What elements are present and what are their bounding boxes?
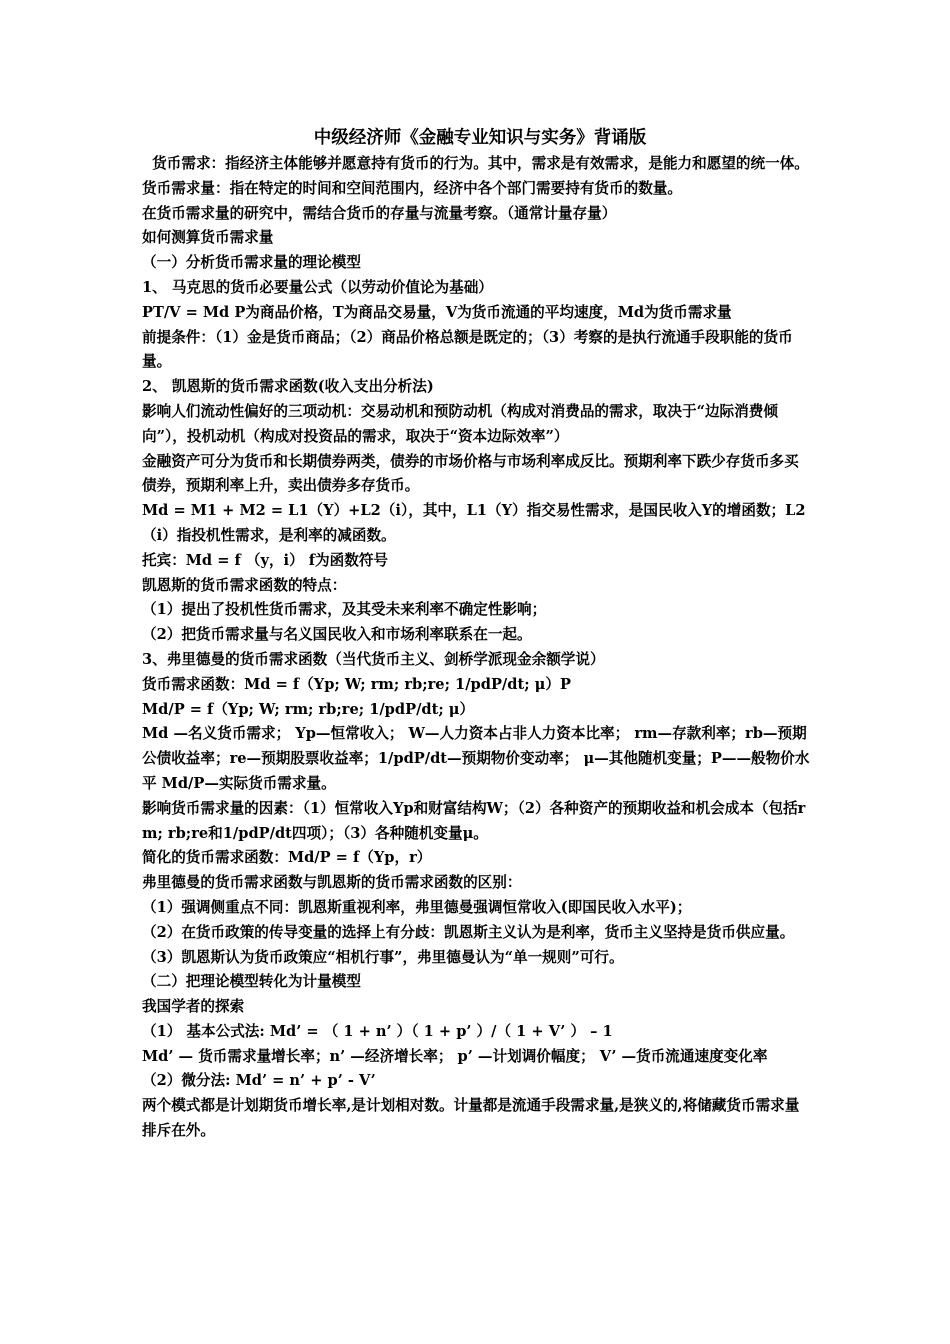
paragraph: 前提条件：（1）金是货币商品；（2）商品价格总额是既定的；（3）考察的是执行流通手段职能的货币量。 (142, 328, 793, 371)
paragraph: 简化的货币需求函数：Md/P = f（Yp，r） (142, 849, 432, 867)
paragraph: 货币需求：指经济主体能够并愿意持有货币的行为。其中，需求是有效需求，是能力和愿望的统一体。 (142, 155, 809, 172)
paragraph: （2）在货币政策的传导变量的选择上有分歧：凯恩斯主义认为是利率，货币主义坚持是货币供应量。 (142, 923, 795, 941)
paragraph: 如何测算货币需求量 (142, 229, 274, 247)
paragraph: 金融资产可分为货币和长期债券两类，债券的市场价格与市场利率成反比。预期利率下跌少存货币多买债券，预期利率上升，卖出债券多存货币。 (142, 452, 799, 495)
paragraph: Md’ — 货币需求量增长率；n’ —经济增长率； p’ —计划调价幅度； V’ —货币流通速度变化率 (142, 1047, 768, 1065)
paragraph: 弗里德曼的货币需求函数与凯恩斯的货币需求函数的区别： (142, 874, 522, 892)
paragraph: 我国学者的探索 (142, 998, 245, 1016)
paragraph: 1、 马克思的货币必要量公式（以劳动价值论为基础） (142, 278, 493, 296)
paragraph: Md/P = f（Yp; W; rm; rb;re; 1/pdP/dt; μ） (142, 700, 475, 718)
paragraph: （二）把理论模型转化为计量模型 (142, 973, 361, 991)
paragraph: 凯恩斯的货币需求函数的特点： (142, 576, 347, 594)
paragraph: （3）凯恩斯认为货币政策应“相机行事”，弗里德曼认为“单一规则”可行。 (142, 948, 624, 966)
paragraph: （1）提出了投机性货币需求，及其受未来利率不确定性影响； (142, 601, 547, 619)
paragraph: 在货币需求量的研究中，需结合货币的存量与流量考察。（通常计量存量） (142, 204, 617, 222)
paragraph: 货币需求函数：Md = f（Yp; W; rm; rb;re; 1/pdP/dt; μ）P (142, 675, 571, 693)
paragraph: （一）分析货币需求量的理论模型 (142, 254, 361, 272)
paragraph: 货币需求量：指在特定的时间和空间范围内，经济中各个部门需要持有货币的数量。 (142, 179, 682, 197)
paragraph: （2）微分法: Md’ = n’ + p’ - V’ (142, 1072, 376, 1090)
paragraph: 2、 凯恩斯的货币需求函数(收入支出分析法) (142, 378, 434, 396)
paragraph: （2）把货币需求量与名义国民收入和市场利率联系在一起。 (142, 626, 532, 644)
document-title: 中级经济师《金融专业知识与实务》背诵版 (313, 128, 647, 148)
paragraph: （1） 基本公式法: Md’ = （ 1 + n’ ）（ 1 + p’ ）/（ 1 + V’ ） – 1 (142, 1022, 613, 1040)
paragraph: 3、弗里德曼的货币需求函数（当代货币主义、剑桥学派现金余额学说） (142, 650, 605, 668)
paragraph: Md = M1 + M2 = L1（Y）+L2（i），其中，L1（Y）指交易性需求，是国民收入Y的增函数；L2（i）指投机性需求，是利率的减函数。 (142, 502, 806, 544)
paragraph: 托宾：Md = f （y，i） f为函数符号 (142, 551, 389, 569)
document-body (142, 152, 810, 1144)
paragraph: PT/V = Md P为商品价格，T为商品交易量，V为货币流通的平均速度，Md为货币需求量 (142, 303, 732, 321)
paragraph: 影响货币需求量的因素：（1）恒常收入Yp和财富结构W；（2）各种资产的预期收益和机会成本（包括rm; rb;re和1/pdP/dt四项）；（3）各种随机变量μ。 (142, 799, 806, 842)
paragraph: 影响人们流动性偏好的三项动机：交易动机和预防动机（构成对消费品的需求，取决于“边际消费倾向”），投机动机（构成对投资品的需求，取决于“资本边际效率”） (142, 402, 778, 445)
paragraph: Md —名义货币需求； Yp—恒常收入； W—人力资本占非人力资本比率； rm—存款利率；rb—预期公债收益率；re—预期股票收益率；1/pdP/dt—预期物价变动率； μ—其他随机变量；P——般物价水平 Md/P—实际货币需求量。 (142, 725, 810, 792)
document-page (142, 126, 810, 1144)
paragraph: 两个模式都是计划期货币增长率,是计划相对数。计量都是流通手段需求量,是狭义的,将储藏货币需求量排斥在外。 (142, 1097, 800, 1140)
paragraph: （1）强调侧重点不同：凯恩斯重视利率，弗里德曼强调恒常收入(即国民收入水平)； (142, 898, 692, 916)
